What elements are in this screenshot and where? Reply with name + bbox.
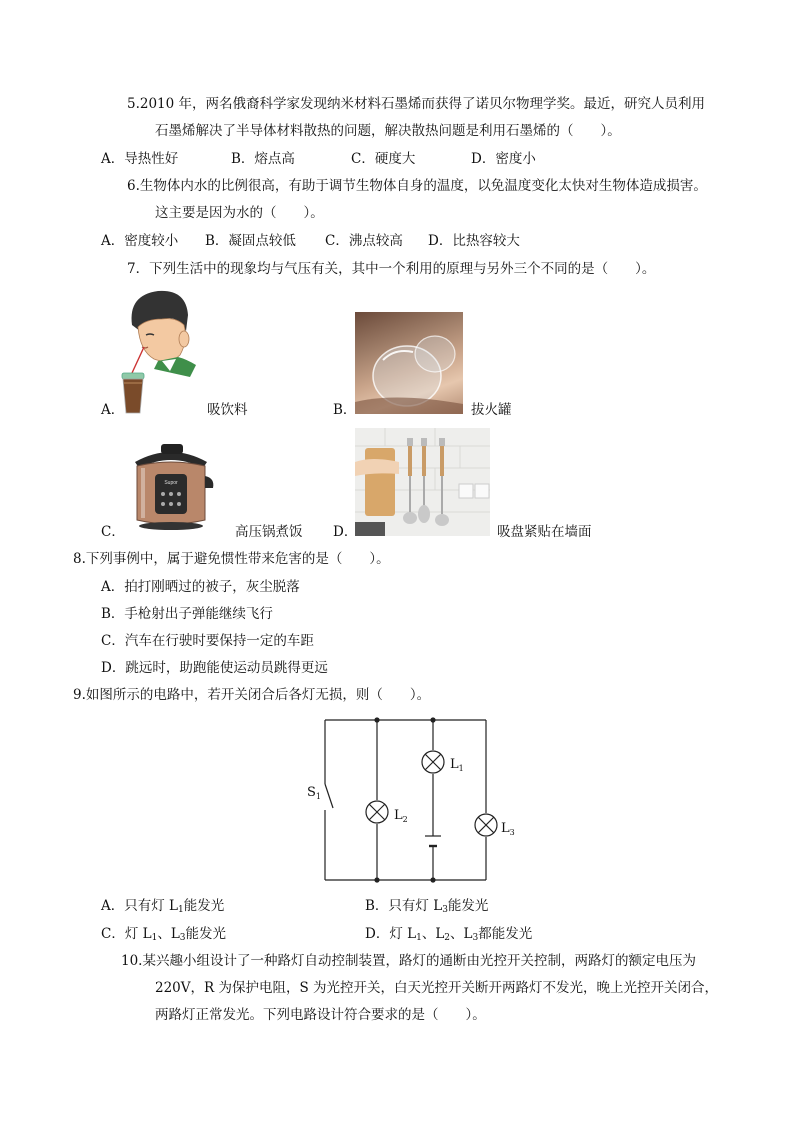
lamp-l2-label: L (394, 808, 403, 823)
suction-hooks-photo (355, 428, 490, 536)
q9-option-a[interactable]: A．只有灯 $L_1$能发光 (101, 898, 225, 915)
drinking-boy-illustration (118, 285, 208, 415)
svg-text:L1 (450, 757, 464, 773)
q9-option-d[interactable]: D．灯 $L_1$、$L_2$、$L_3$都能发光 (365, 926, 533, 943)
q8-option-c[interactable]: C．汽车在行驶时要保持一定的车距 (101, 633, 314, 649)
q7-option-b-caption: 拔火罐 (471, 402, 512, 418)
q6-option-c[interactable]: C．沸点较高 (325, 233, 403, 249)
q10-line3: 两路灯正常发光。下列电路设计符合要求的是（ ）。 (155, 1007, 486, 1023)
q5-option-a[interactable]: A．导热性好 (101, 151, 179, 167)
lamp-l3-label-sub: 3 (509, 828, 515, 837)
q6-option-b[interactable]: B．凝固点较低 (205, 233, 296, 249)
switch-s1 (325, 784, 333, 808)
svg-text:L3 (501, 821, 515, 837)
switch-label: S (307, 785, 316, 800)
cooker-brand-text: Supor (164, 480, 178, 486)
q9-option-b[interactable]: B．只有灯 $L_3$能发光 (365, 898, 489, 915)
q5-option-c[interactable]: C．硬度大 (351, 151, 416, 167)
q5-option-b[interactable]: B．熔点高 (231, 151, 295, 167)
lamp-l2-label-sub: 2 (402, 815, 408, 824)
q7-option-c-letter[interactable]: C． (101, 524, 125, 540)
q9-line1: 9.如图所示的电路中，若开关闭合后各灯无损，则（ ）。 (73, 687, 431, 703)
q10-line1: 10.某兴趣小组设计了一种路灯自动控制装置，路灯的通断由光控开关控制，两路灯的额定电压为 (121, 953, 696, 969)
circuit-diagram (300, 712, 520, 888)
svg-text:S1 (307, 785, 321, 801)
q6-option-d[interactable]: D．比热容较大 (428, 233, 520, 249)
q8-option-b[interactable]: B．手枪射出子弹能继续飞行 (101, 606, 273, 622)
q8-option-a[interactable]: A．拍打刚晒过的被子，灰尘脱落 (101, 579, 300, 595)
q7-line1: 7．下列生活中的现象均与气压有关，其中一个利用的原理与另外三个不同的是（ ）。 (127, 261, 656, 277)
q7-option-d-letter[interactable]: D． (333, 524, 358, 540)
q8-line1: 8.下列事例中，属于避免惯性带来危害的是（ ）。 (73, 551, 390, 567)
q7-option-d-caption: 吸盘紧贴在墙面 (497, 524, 592, 540)
q9-option-c[interactable]: C．灯 $L_1$、$L_3$能发光 (101, 926, 227, 943)
q5-option-d[interactable]: D．密度小 (471, 151, 536, 167)
q6-line2: 这主要是因为水的（ ）。 (155, 205, 324, 221)
q7-option-a-caption: 吸饮料 (207, 402, 248, 418)
q5-line2: 石墨烯解决了半导体材料散热的问题，解决散热问题是利用石墨烯的（ ）。 (155, 123, 621, 139)
cupping-photo (355, 312, 463, 414)
q6-line1: 6.生物体内水的比例很高，有助于调节生物体自身的温度，以免温度变化太快对生物体造成损害。 (127, 178, 707, 194)
svg-text:L2 (394, 808, 408, 824)
switch-label-sub: 1 (315, 792, 321, 801)
pressure-cooker-illustration (125, 432, 217, 532)
q10-line2: 220V，R 为保护电阻，S 为光控开关，白天光控开关断开两路灯不发光，晚上光控开关闭合， (155, 980, 719, 996)
lamp-l1-label: L (450, 757, 459, 772)
q8-option-d[interactable]: D．跳远时，助跑能使运动员跳得更远 (101, 660, 328, 676)
lamp-l1-label-sub: 1 (458, 764, 464, 773)
q7-option-a-letter[interactable]: A． (101, 402, 125, 418)
lamp-l3-label: L (501, 821, 510, 836)
q6-option-a[interactable]: A．密度较小 (101, 233, 179, 249)
q7-option-b-letter[interactable]: B． (333, 402, 357, 418)
q7-option-c-caption: 高压锅煮饭 (235, 524, 303, 540)
q5-line1: 5.2010 年，两名俄裔科学家发现纳米材料石墨烯而获得了诺贝尔物理学奖。最近，研究人员利用 (127, 96, 706, 112)
